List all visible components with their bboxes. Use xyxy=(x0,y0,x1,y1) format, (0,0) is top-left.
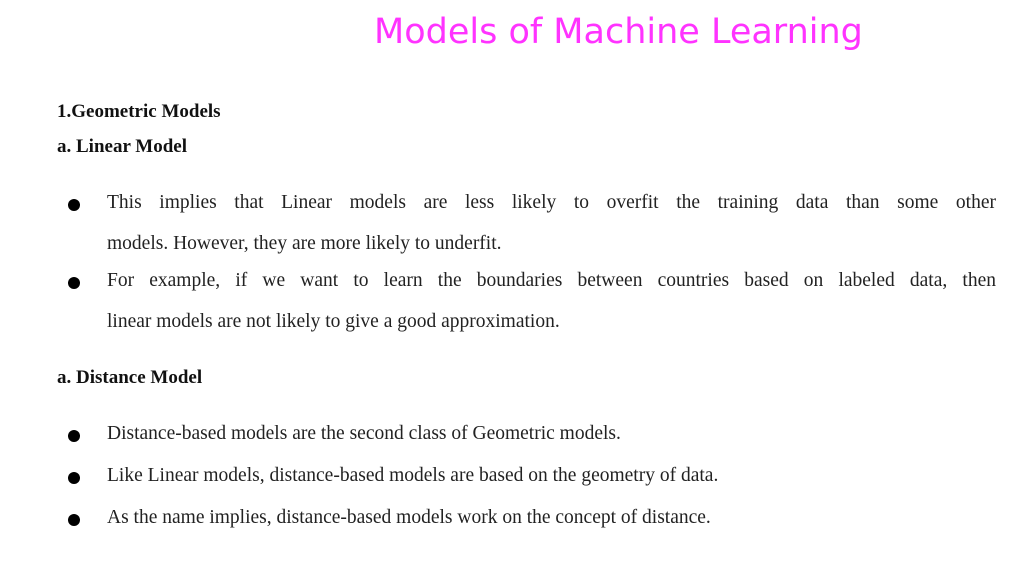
slide-title: Models of Machine Learning xyxy=(374,12,863,52)
bullet-text-line: Distance-based models are the second class of Geometric models. xyxy=(107,423,621,444)
bullet-icon xyxy=(68,430,80,442)
bullet-icon xyxy=(68,472,80,484)
bullet-text-line: As the name implies, distance-based models work on the concept of distance. xyxy=(107,507,711,528)
subheading-linear-model: a. Linear Model xyxy=(57,136,188,157)
bullet-icon xyxy=(68,199,80,211)
bullet-icon xyxy=(68,277,80,289)
bullet-text-line: Like Linear models, distance-based models are based on the geometry of data. xyxy=(107,465,719,486)
bullet-text-line: For example, if we want to learn the boundaries between countries based on labeled data, then xyxy=(107,270,996,291)
bullet-text-line: linear models are not likely to give a good approximation. xyxy=(107,311,560,332)
bullet-icon xyxy=(68,514,80,526)
bullet-text-line: models. However, they are more likely to underfit. xyxy=(107,233,502,254)
bullet-text-line: This implies that Linear models are less likely to overfit the training data than some other xyxy=(107,192,996,213)
subheading-distance-model: a. Distance Model xyxy=(57,367,203,388)
section-heading-geometric-models: 1.Geometric Models xyxy=(57,101,221,122)
